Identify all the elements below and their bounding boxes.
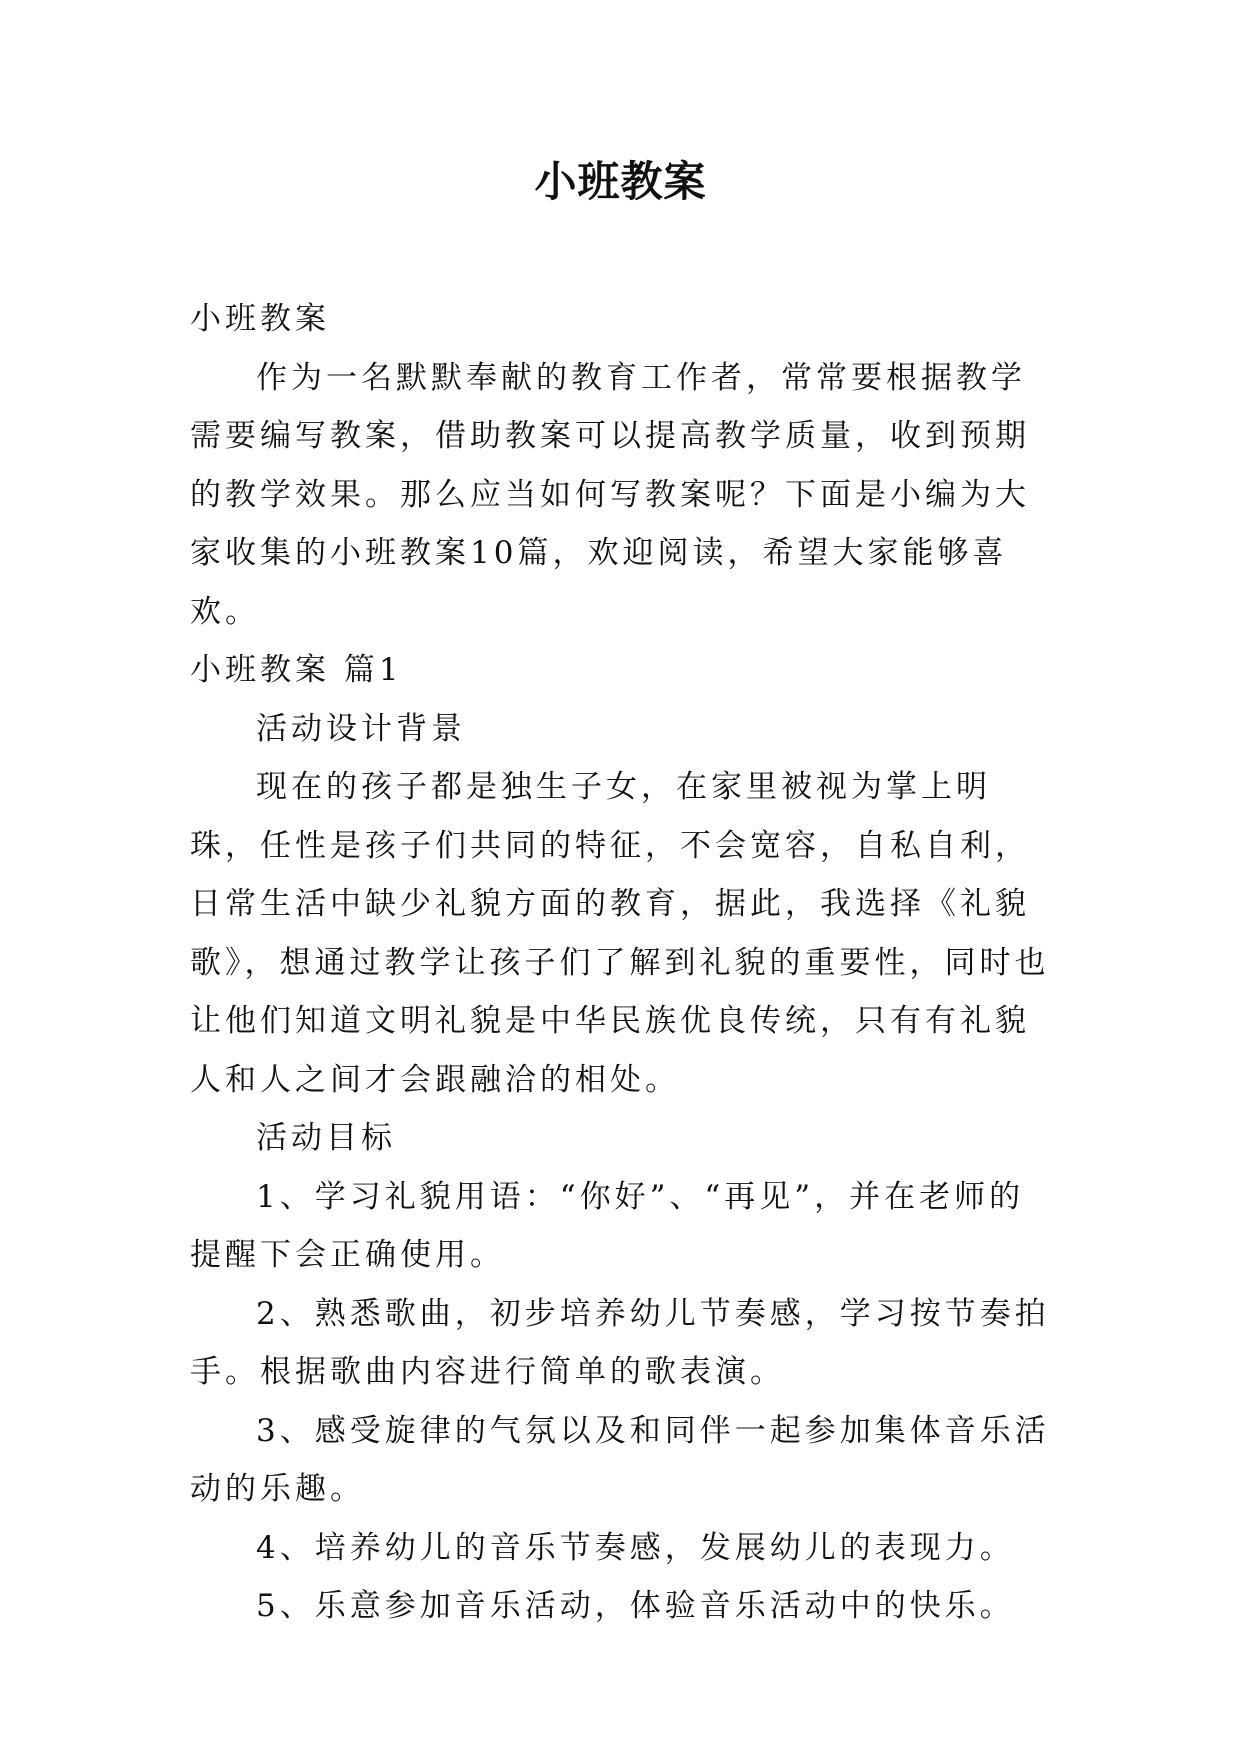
objective-item-5: 5、乐意参加音乐活动，体验音乐活动中的快乐。: [256, 1588, 1015, 1624]
objective-item-1: 1、学习礼貌用语：“你好”、“再见”，并在老师的提醒下会正确使用。: [190, 1178, 1025, 1273]
section-heading: 小班教案 篇1: [190, 652, 403, 688]
document-body: [190, 290, 1050, 1636]
document-title: 小班教案: [534, 157, 707, 206]
subheading-background: 活动设计背景: [256, 710, 466, 747]
paragraph-intro: 作为一名默默奉献的教育工作者，常常要根据教学需要编写教案，借助教案可以提高教学质量，收到预期的教学效果。那么应当如何写教案呢？下面是小编为大家收集的小班教案10篇，欢迎阅读，希望大家能够喜欢。: [190, 359, 1030, 630]
objective-item-3: 3、感受旋律的气氛以及和同伴一起参加集体音乐活动的乐趣。: [190, 1412, 1050, 1507]
objective-item-4: 4、培养幼儿的音乐节奏感，发展幼儿的表现力。: [256, 1529, 1015, 1566]
paragraph-heading: 小班教案: [190, 301, 330, 337]
paragraph-background: 现在的孩子都是独生子女，在家里被视为掌上明珠，任性是孩子们共同的特征，不会宽容，自私自利，日常生活中缺少礼貌方面的教育，据此，我选择《礼貌歌》，想通过教学让孩子们了解到礼貌的重要性，同时也让他们知道文明礼貌是中华民族优良传统，只有有礼貌人和人之间才会跟融洽的相处。: [190, 769, 1050, 1098]
subheading-objectives: 活动目标: [256, 1120, 396, 1156]
objective-item-2: 2、熟悉歌曲，初步培养幼儿节奏感，学习按节奏拍手。根据歌曲内容进行简单的歌表演。: [190, 1295, 1050, 1390]
